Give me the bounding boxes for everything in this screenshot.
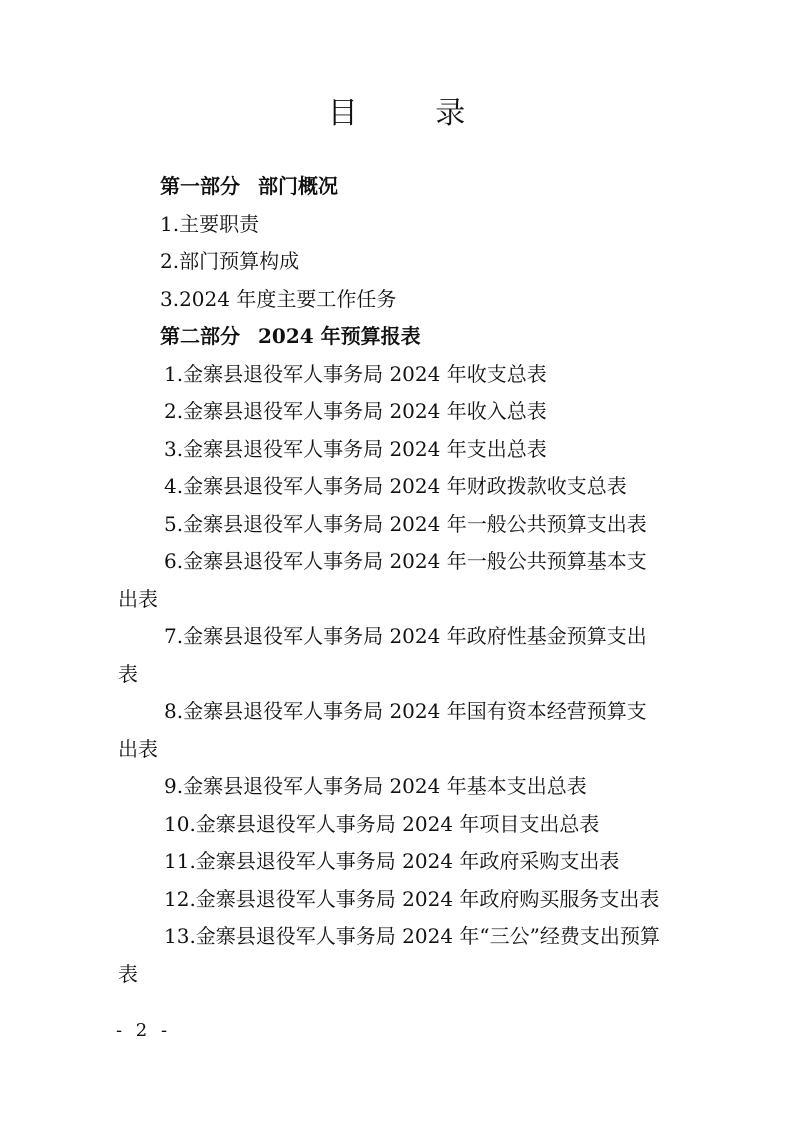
- part1-heading-number: 第一部分: [160, 174, 240, 198]
- toc-entry[interactable]: 9.金寨县退役军人事务局 2024 年基本支出总表: [164, 774, 587, 798]
- toc-entry[interactable]: 2.金寨县退役军人事务局 2024 年收入总表: [164, 399, 547, 423]
- toc-entry[interactable]: 11.金寨县退役军人事务局 2024 年政府采购支出表: [164, 849, 620, 873]
- toc-entry[interactable]: 1.主要职责: [160, 211, 260, 236]
- toc-entry[interactable]: 4.金寨县退役军人事务局 2024 年财政拨款收支总表: [164, 474, 627, 498]
- toc-entry-continuation[interactable]: 出表: [118, 586, 158, 611]
- part1-heading-title: 部门概况: [258, 174, 338, 198]
- toc-entry[interactable]: 2.部门预算构成: [160, 249, 300, 273]
- toc-entry[interactable]: 8.金寨县退役军人事务局 2024 年国有资本经营预算支: [164, 699, 647, 723]
- toc-entry[interactable]: 3.2024 年度主要工作任务: [160, 286, 397, 311]
- toc-entry-continuation[interactable]: 表: [118, 661, 138, 686]
- part1-heading[interactable]: [0, 168, 793, 206]
- page-number: - 2 -: [116, 1020, 172, 1041]
- part2-heading[interactable]: [0, 318, 793, 356]
- part2-heading-number: 第二部分: [160, 324, 240, 348]
- toc-entry[interactable]: 7.金寨县退役军人事务局 2024 年政府性基金预算支出: [164, 624, 647, 648]
- toc-entry[interactable]: 5.金寨县退役军人事务局 2024 年一般公共预算支出表: [164, 511, 647, 536]
- page-title: 目 录: [327, 96, 500, 131]
- toc-entry[interactable]: 6.金寨县退役军人事务局 2024 年一般公共预算基本支: [164, 549, 647, 573]
- part2-heading-title: 2024 年预算报表: [258, 324, 421, 348]
- toc-entry-continuation[interactable]: 表: [118, 961, 138, 986]
- table-of-contents: [0, 168, 793, 993]
- toc-entry[interactable]: 1.金寨县退役军人事务局 2024 年收支总表: [164, 361, 547, 386]
- toc-entry[interactable]: 12.金寨县退役军人事务局 2024 年政府购买服务支出表: [164, 886, 660, 911]
- toc-entry[interactable]: 10.金寨县退役军人事务局 2024 年项目支出总表: [164, 811, 600, 836]
- toc-entry[interactable]: 3.金寨县退役军人事务局 2024 年支出总表: [164, 436, 547, 461]
- toc-entry[interactable]: 13.金寨县退役军人事务局 2024 年“三公”经费支出预算: [164, 924, 660, 948]
- toc-entry-continuation[interactable]: 出表: [118, 736, 158, 761]
